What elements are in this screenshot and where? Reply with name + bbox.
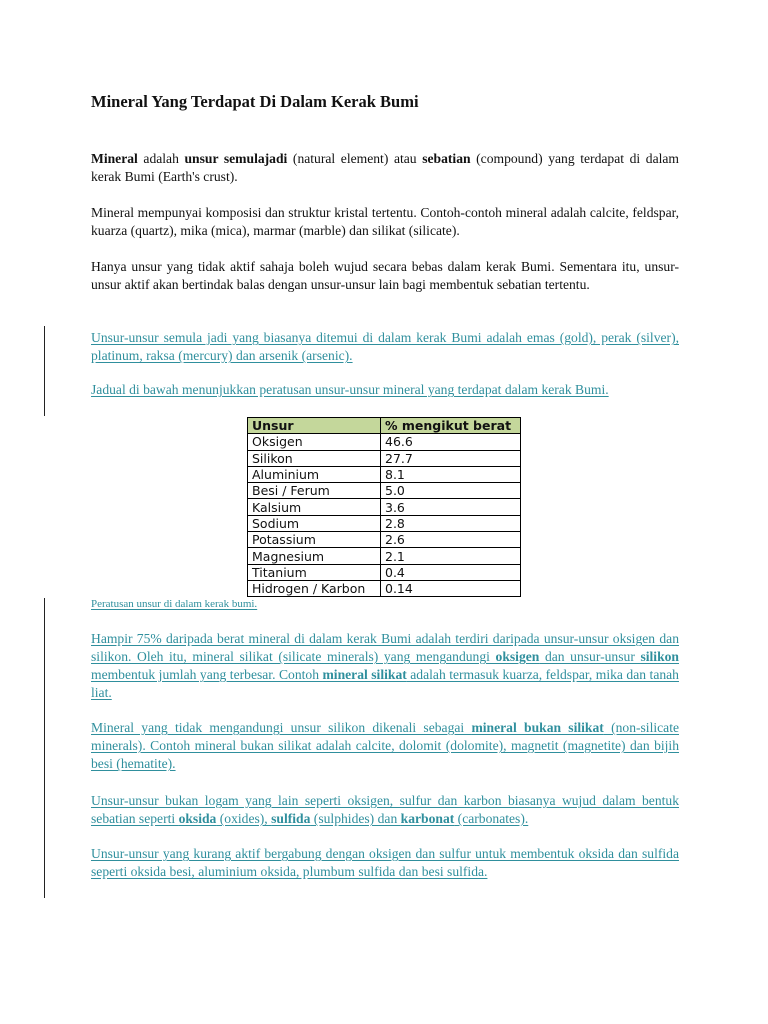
table-cell: Oksigen	[248, 434, 381, 450]
table-cell: Potassium	[248, 532, 381, 548]
element-percentage-table	[247, 417, 521, 597]
table-cell: Hidrogen / Karbon	[248, 580, 381, 596]
paragraph-table-intro-link[interactable]: Jadual di bawah menunjukkan peratusan unsur-unsur mineral yang terdapat dalam kerak Bumi.	[91, 382, 609, 397]
table-row	[248, 499, 521, 515]
table-cell: Titanium	[248, 564, 381, 580]
table-cell: Aluminium	[248, 466, 381, 482]
table-row	[248, 434, 521, 450]
table-row	[248, 450, 521, 466]
table-row	[248, 580, 521, 596]
table-cell: Sodium	[248, 515, 381, 531]
paragraph-native-elements-link[interactable]: Unsur-unsur semula jadi yang biasanya ditemui di dalam kerak Bumi adalah emas (gold), perak (silver), platinum, raksa (mercury) dan arsenik (arsenic).	[91, 330, 679, 363]
paragraph-composition: Mineral mempunyai komposisi dan struktur kristal tertentu. Contoh-contoh mineral adalah calcite, feldspar, kuarza (quartz), mika (mica), marmar (marble) dan silikat (silicate).	[91, 205, 679, 238]
table-cell: 0.14	[381, 580, 521, 596]
paragraph-mineral-definition: Mineral adalah unsur semulajadi (natural element) atau sebatian (compound) yang terdapat di dalam kerak Bumi (Earth's crust).	[91, 151, 679, 184]
table-cell: 46.6	[381, 434, 521, 450]
table-row	[248, 515, 521, 531]
table-row	[248, 564, 521, 580]
table-cell: Besi / Ferum	[248, 483, 381, 499]
table-header-cell: Unsur	[248, 418, 381, 434]
table-row	[248, 532, 521, 548]
table-cell: 3.6	[381, 499, 521, 515]
table-cell: 2.8	[381, 515, 521, 531]
paragraph-non-silicate-link[interactable]: Mineral yang tidak mengandungi unsur silikon dikenali sebagai mineral bukan silikat (non-silicate minerals). Contoh mineral bukan silikat adalah calcite, dolomit (dolomite), magnetit (magnetite) dan bijih besi (hematite).	[91, 720, 680, 771]
table-cell: Magnesium	[248, 548, 381, 564]
table-row	[248, 483, 521, 499]
table-row	[248, 548, 521, 564]
table-row	[248, 466, 521, 482]
paragraph-silicate-link[interactable]: Hampir 75% daripada berat mineral di dalam kerak Bumi adalah terdiri daripada unsur-unsur oksigen dan silikon. Oleh itu, mineral silikat (silicate minerals) yang mengandungi oksigen dan unsur-unsur silikon membentuk jumlah yang terbesar. Contoh mineral silikat adalah termasuk kuarza, feldspar, mika dan tanah liat.	[91, 631, 679, 700]
table-cell: 0.4	[381, 564, 521, 580]
change-bar	[44, 598, 45, 898]
table-cell: 5.0	[381, 483, 521, 499]
table-cell: 8.1	[381, 466, 521, 482]
table-header-cell: % mengikut berat	[381, 418, 521, 434]
table-cell: 2.1	[381, 548, 521, 564]
table-cell: 2.6	[381, 532, 521, 548]
table-header-row	[248, 418, 521, 434]
table-cell: 27.7	[381, 450, 521, 466]
paragraph-less-active-elements-link[interactable]: Unsur-unsur yang kurang aktif bergabung dengan oksigen dan sulfur untuk membentuk oksida dan sulfida seperti oksida besi, aluminium oksida, plumbum sulfida dan besi sulfida.	[91, 846, 679, 879]
paragraph-inactive-elements: Hanya unsur yang tidak aktif sahaja boleh wujud secara bebas dalam kerak Bumi. Sementara itu, unsur-unsur aktif akan bertindak balas dengan unsur-unsur lain bagi membentuk sebatian tertentu.	[91, 259, 679, 292]
table-cell: Kalsium	[248, 499, 381, 515]
paragraph-nonmetal-compounds-link[interactable]: Unsur-unsur bukan logam yang lain seperti oksigen, sulfur dan karbon biasanya wujud dalam bentuk sebatian seperti oksida (oxides), sulfida (sulphides) dan karbonat (carbonates).	[91, 793, 679, 826]
page-title: Mineral Yang Terdapat Di Dalam Kerak Bumi	[91, 92, 419, 111]
table-caption-link[interactable]: Peratusan unsur di dalam kerak bumi.	[91, 598, 258, 610]
change-bar	[44, 326, 45, 416]
table-cell: Silikon	[248, 450, 381, 466]
